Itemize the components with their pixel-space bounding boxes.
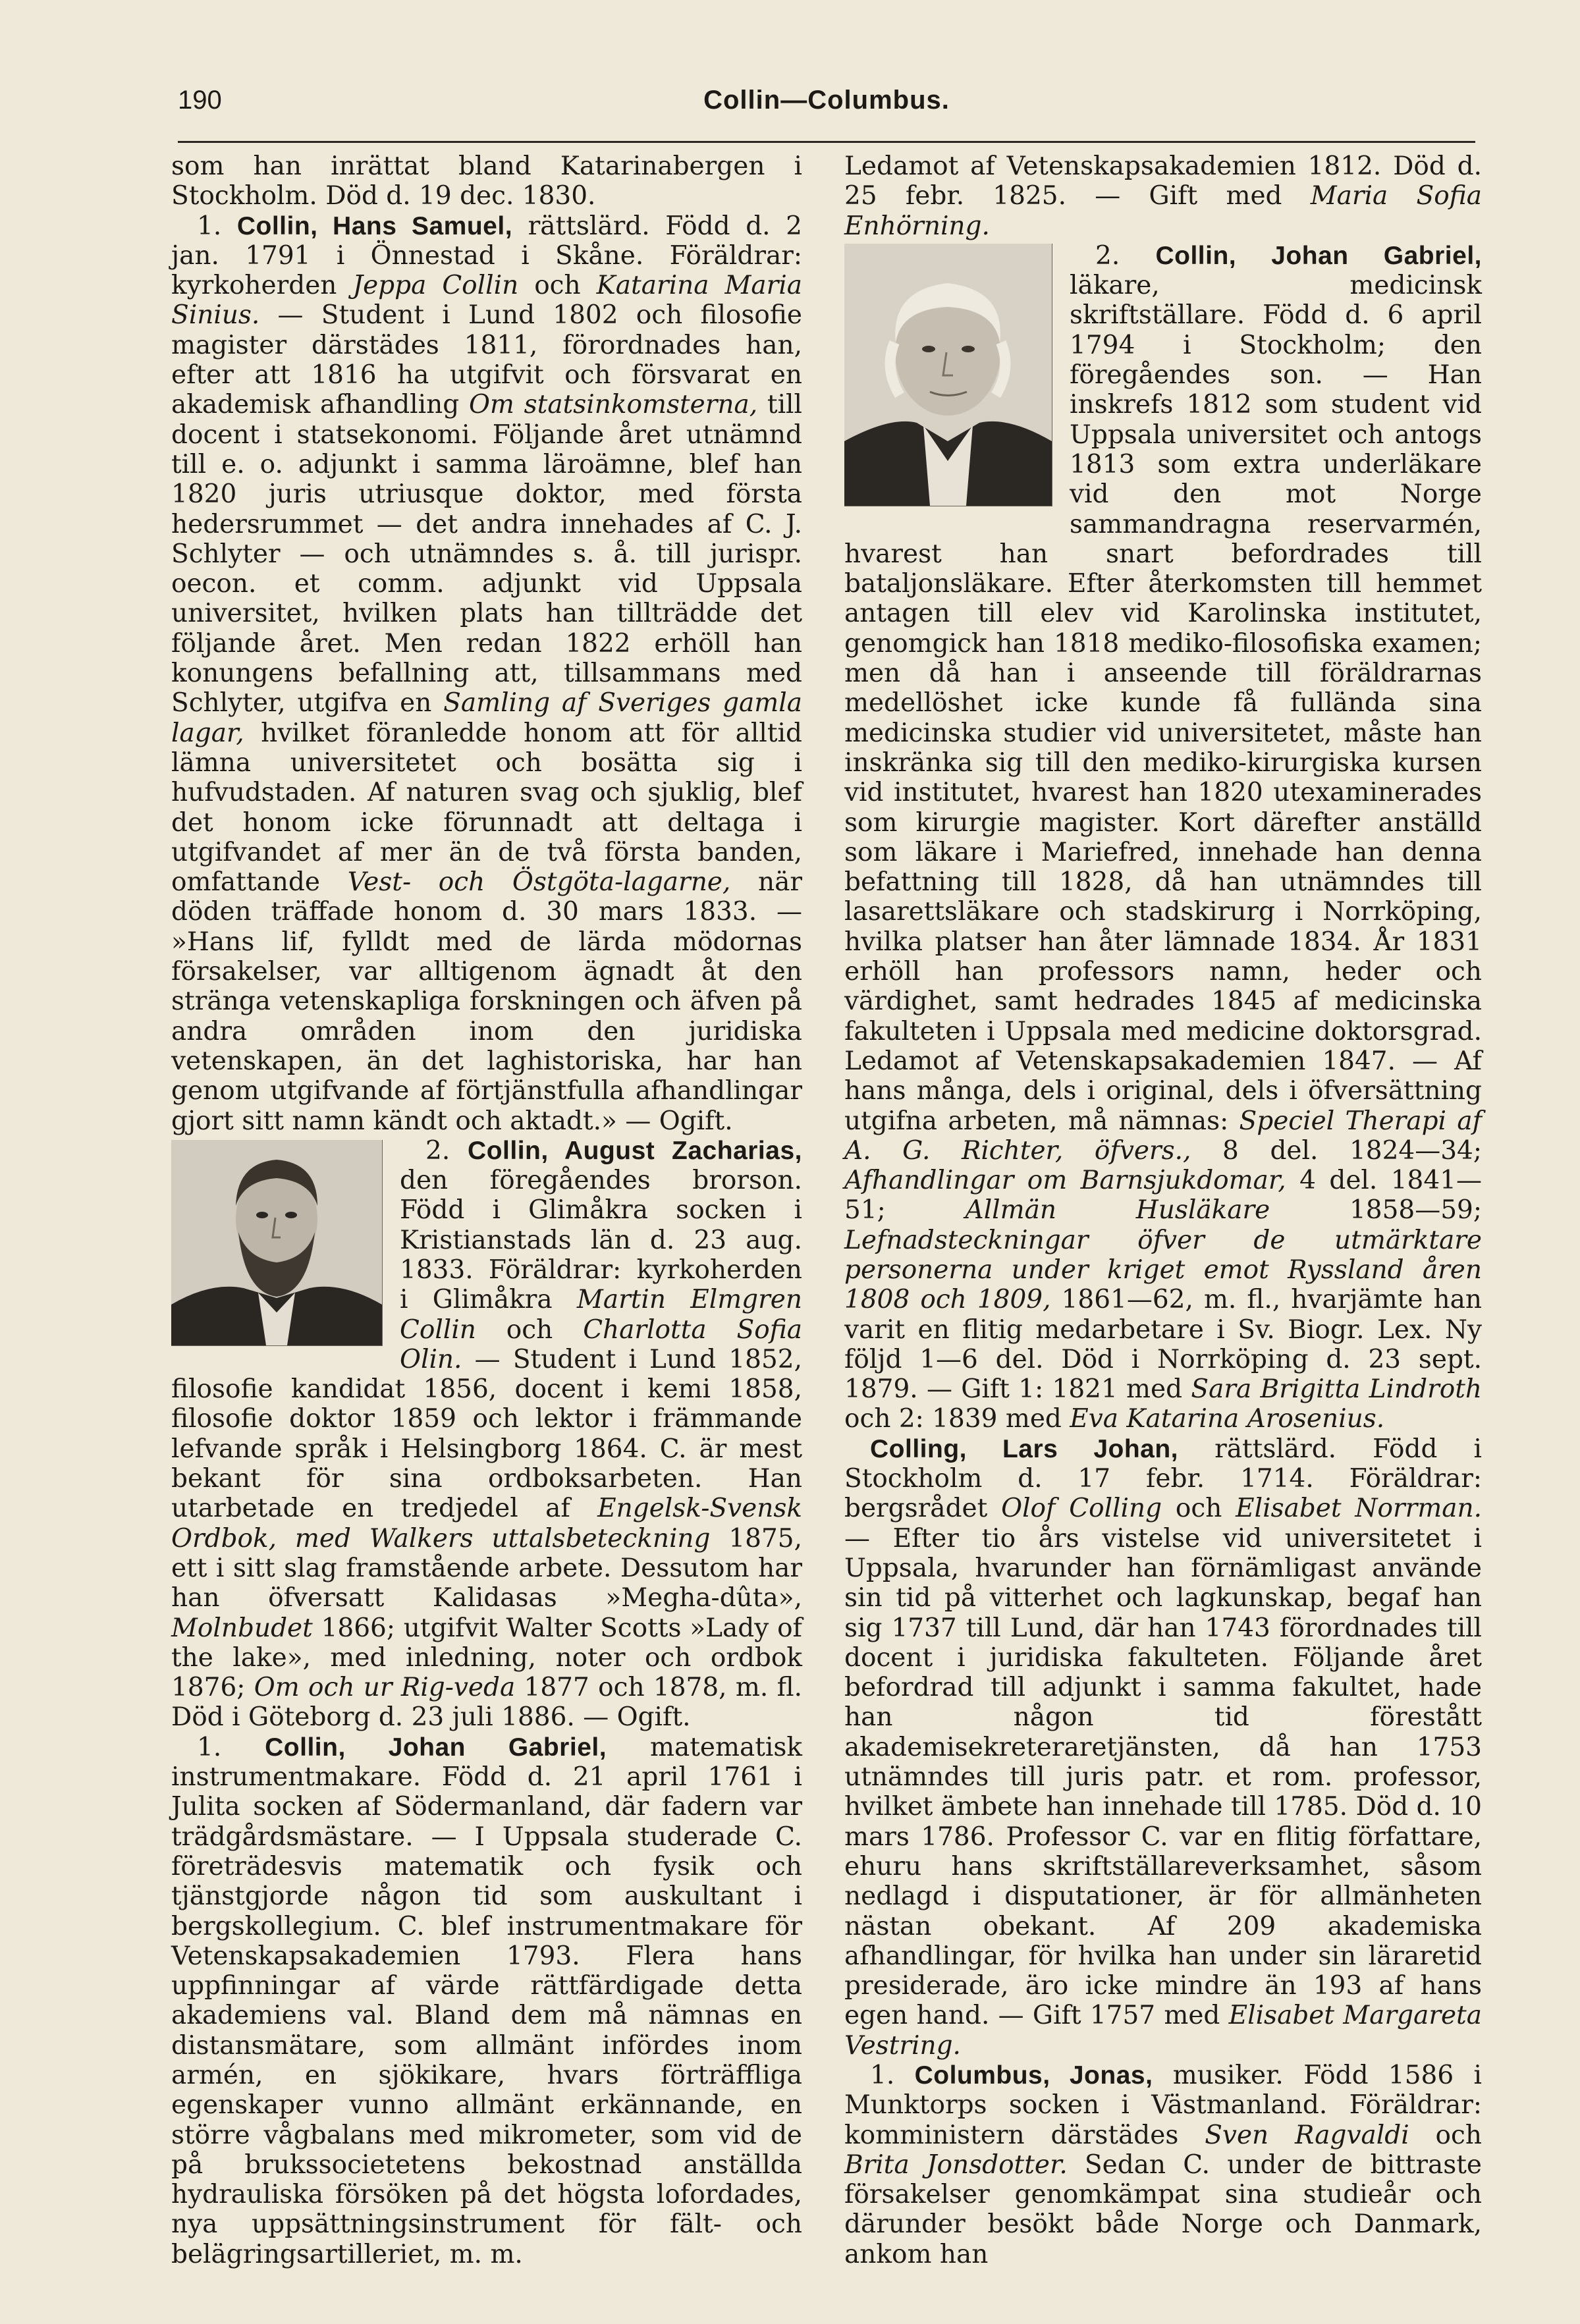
entry-heading: Collin, Johan Gabriel, (265, 1733, 607, 1762)
entry-collin-hans-samuel: 1. Collin, Hans Samuel, rättslärd. Född d. 2 jan. 1791 i Önnestad i Skåne. Föräldrar: kyrkoherden Jeppa Collin och Katarina Maria Sinius. — Student i Lund 1802 och filosofie magister därstädes 1811, förordnades han, efter att 1816 ha utgifvit och försvarat en akademisk afhandling Om statsinkomsterna, till docent i statsekonomi. Följande året utnämnd till e. o. adjunkt i samma läroämne, blef han 1820 juris utriusque doktor, med första hedersrummet — det andra innehades af C. J. Schlyter — och utnämndes s. å. till jurispr. oecon. et comm. adjunkt vid Uppsala universitet, hvilken plats han tillträdde det följande året. Men redan 1822 erhöll han konungens befallning att, tillsammans med Schlyter, utgifva en Samling af Sveriges gamla lagar, hvilket föranledde honom att för alltid lämna universitetet och bosätta sig i hufvudstaden. Af naturen svag och sjuklig, blef det honom icke förunnadt att deltaga i utgifvandet af mer än de två första banden, omfattande Vest- och Östgöta-lagarne, när döden träffade honom d. 30 mars 1833. — »Hans lif, fylldt med de lärda mödornas försakelser, var alltigenom ägnadt åt den stränga vetenskapliga forskningen och äfven på andra områden inom den juridiska vetenskapen, än det laghistoriska, har han genom utgifvande af förtjänstfulla afhandlingar gjort sitt namn kändt och aktadt.» — Ogift. (171, 211, 803, 1136)
paragraph-continuation: som han inrättat bland Katarinabergen i Stockholm. Död d. 19 dec. 1830. (171, 151, 802, 211)
page-header (178, 86, 1475, 132)
portrait-engraving (171, 1140, 382, 1345)
entry-heading: Collin, August Zacharias, (468, 1136, 802, 1165)
portrait-august-collin (171, 1140, 383, 1346)
page-number: 190 (178, 86, 222, 115)
entry-heading: Columbus, Jonas, (914, 2061, 1153, 2090)
entry-collin-august-zacharias: 2. Collin, August Zacharias, den föregåendes brorson. Född i Glimåkra socken i Kristianstads län d. 23 aug. 1833. Föräldrar: kyrkoherden i Glimåkra Martin Elmgren Collin och Charlotta Sofia Olin. — Student i Lund 1852, filosofie kandidat 1856, docent i kemi 1858, filosofie doktor 1859 och lektor i främmande lefvande språk i Helsingborg 1864. C. är mest bekant för sina ordboksarbeten. Han utarbetade en tredjedel af Engelsk-Svensk Ordbok, med Walkers uttalsbeteckning 1875, ett i sitt slag framstående arbete. Dessutom har han öfversatt Kalidasas »Megha-dûta», Molnbudet 1866; utgifvit Walter Scotts »Lady of the lake», med inledning, noter och ordbok 1876; Om och ur Rig-veda 1877 och 1878, m. fl. Död i Göteborg d. 23 juli 1886. — Ogift. (171, 1135, 802, 1733)
entry-colling-lars-johan: Colling, Lars Johan, rättslärd. Född i Stockholm d. 17 febr. 1714. Föräldrar: bergsrådet Olof Colling och Elisabet Norrman. — Efter tio års vistelse vid universitetet i Uppsala, hvarunder han förnämligast använde sin tid på vitterhet och lagkunskap, begaf han sig 1737 till Lund, där han 1743 förordnades till docent i juridiska fakulteten. Följande året befordrad till adjunkt i samma fakultet, hade han någon tid förestått akademisekreteraretjänsten, då han 1753 utnämndes till juris patr. et rom. professor, hvilket ämbete han innehade till 1785. Död d. 10 mars 1786. Professor C. var en flitig författare, ehuru hans skriftställareverksamhet, såsom nedlagd i disputationer, är för allmänheten nästan obekant. Af 209 akademiska afhandlingar, för hvilka han under sin läraretid presiderade, äro icke mindre än 193 af hans egen hand. — Gift 1757 med Elisabet Margareta Vestring. (844, 1434, 1483, 2061)
entry-columbus-jonas: 1. Columbus, Jonas, musiker. Född 1586 i Munktorps socken i Västmanland. Föräldrar: komministern därstädes Sven Ragvaldi och Brita Jonsdotter. Sedan C. under de bittraste försakelser genomkämpat sina studieår och därunder besökt både Norge och Danmark, ankom han (844, 2061, 1482, 2269)
portrait-engraving (844, 244, 1052, 506)
running-head: Collin—Columbus. (703, 86, 950, 115)
header-rule (178, 141, 1475, 143)
entry-collin-johan-gabriel-2: 2. Collin, Johan Gabriel, läkare, medicinsk skriftställare. Född d. 6 april 1794 i Stockholm; den föregåendes son. — Han inskrefs 1812 som student vid Uppsala universitet och antogs 1813 som extra underläkare vid den mot Norge sammandragna reservarmén, hvarest han snart befordrades till bataljonsläkare. Efter återkomsten till hemmet antagen till elev vid Karolinska institutet, genomgick han 1818 mediko-filosofiska examen; men då han i anseende till föräldrarnas medellöshet icke kunde få fullända sina medicinska studier vid universitetet, måste han inskränka sig till den mediko-kirurgiska kursen vid institutet, hvarest han 1820 utexaminerades som kirurgie magister. Kort därefter anställd som läkare i Mariefred, innehade han denna befattning till 1828, då han utnämndes till lasarettsläkare och stadskirurg i Norrköping, hvilka platser han åter lämnade 1834. År 1831 erhöll han professors namn, heder och värdighet, samt hedrades 1845 af medicinska fakulteten i Uppsala med medicine doktorsgrad. Ledamot af Vetenskapsakademien 1847. — Af hans många, dels i original, dels i öfversättning utgifna arbeten, må nämnas: Speciel Therapi af A. G. Richter, öfvers., 8 del. 1824—34; Afhandlingar om Barnsjukdomar, 4 del. 1841—51; Allmän Husläkare 1858—59; Lefnadsteckningar öfver de utmärktare personerna under kriget emot Ryssland åren 1808 och 1809, 1861—62, m. fl., hvarjämte han varit en flitig medarbetare i Sv. Biogr. Lex. Ny följd 1—6 del. Död i Norrköping d. 23 sept. 1879. — Gift 1: 1821 med Sara Brigitta Lindroth och 2: 1839 med Eva Katarina Arosenius. (844, 240, 1483, 1434)
portrait-johan-gabriel-collin (844, 244, 1052, 506)
entry-heading: Colling, Lars Johan, (870, 1434, 1179, 1463)
entry-heading: Collin, Hans Samuel, (236, 211, 513, 240)
entry-collin-johan-gabriel-1: 1. Collin, Johan Gabriel, matematisk instrumentmakare. Född d. 21 april 1761 i Julita socken af Södermanland, där fadern var trädgårdsmästare. — I Uppsala studerade C. företrädesvis matematik och fysik och tjänstgjorde någon tid som auskultant i bergskollegium. C. blef instrumentmakare för Vetenskapsakademien 1793. Flera hans uppfinningar af värde rättfärdigade detta akademiens val. Bland dem må nämnas en distansmätare, som allmänt infördes inom armén, en sjökikare, hvars förträffliga egenskaper vunno allmänt erkännande, en större vågbalans med mikrometer, som vid de på brukssocietetens bekostnad anställda hydrauliska försöken på det högsta lofordades, nya uppsättningsinstrument för fält- och belägringsartilleriet, m. m. (171, 1732, 802, 2269)
left-column (171, 151, 802, 2269)
entry-heading: Collin, Johan Gabriel, (1155, 241, 1482, 270)
right-column (844, 151, 1482, 2269)
paragraph-continuation: Ledamot af Vetenskapsakademien 1812. Död d. 25 febr. 1825. — Gift med Maria Sofia Enhörning. (844, 151, 1482, 241)
